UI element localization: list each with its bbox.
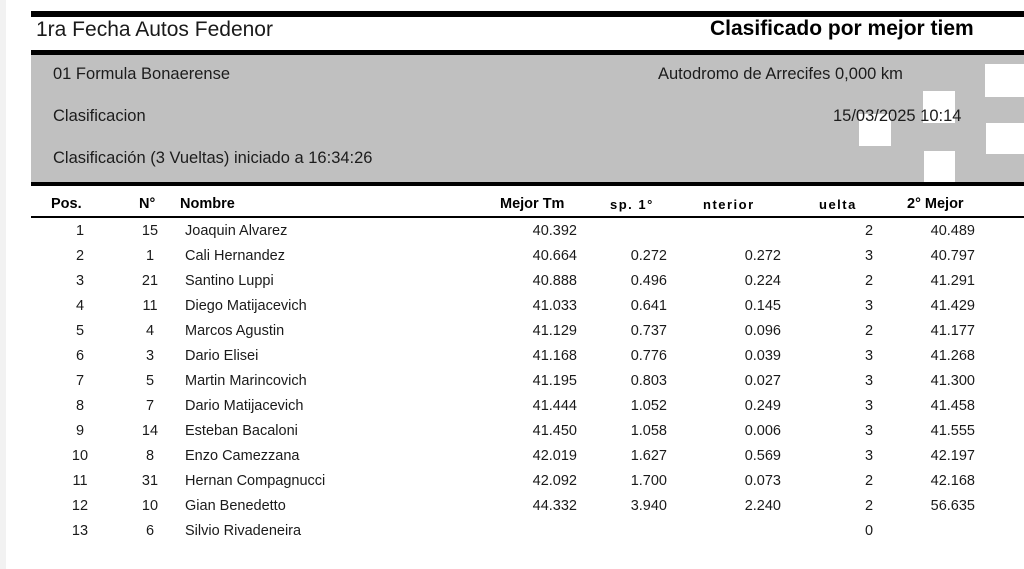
cell-pos: 3 xyxy=(75,273,85,289)
col-header-diff-previous: nterior xyxy=(703,197,755,212)
cell-lap: 2 xyxy=(864,273,874,289)
cell-diff-previous: 0.096 xyxy=(744,323,781,339)
cell-diff-previous: 2.240 xyxy=(744,498,781,514)
cell-best-time: 42.092 xyxy=(532,473,577,489)
cell-diff-first: 0.803 xyxy=(630,373,667,389)
cell-number: 8 xyxy=(145,448,155,464)
table-row xyxy=(0,269,1024,294)
table-row xyxy=(0,419,1024,444)
checkered-flag-square xyxy=(985,64,1024,97)
cell-name: Gian Benedetto xyxy=(185,498,286,514)
cell-name: Dario Elisei xyxy=(185,348,259,364)
cell-second-best: 56.635 xyxy=(930,498,975,514)
cell-lap: 3 xyxy=(864,423,874,439)
col-header-pos: Pos. xyxy=(51,196,82,212)
cell-second-best: 42.168 xyxy=(930,473,975,489)
table-row xyxy=(0,244,1024,269)
cell-second-best: 41.555 xyxy=(930,423,975,439)
cell-best-time: 41.129 xyxy=(532,323,577,339)
cell-diff-previous: 0.145 xyxy=(744,298,781,314)
cell-diff-first: 1.052 xyxy=(630,398,667,414)
cell-number: 31 xyxy=(141,473,159,489)
cell-diff-first: 1.058 xyxy=(630,423,667,439)
cell-best-time: 41.168 xyxy=(532,348,577,364)
cell-diff-previous: 0.073 xyxy=(744,473,781,489)
cell-name: Hernan Compagnucci xyxy=(185,473,326,489)
cell-number: 3 xyxy=(145,348,155,364)
cell-diff-first: 1.627 xyxy=(630,448,667,464)
cell-best-time: 41.450 xyxy=(532,423,577,439)
cell-name: Enzo Camezzana xyxy=(185,448,300,464)
col-header-number: N° xyxy=(139,196,156,212)
table-row xyxy=(0,219,1024,244)
cell-lap: 3 xyxy=(864,373,874,389)
cell-best-time: 40.664 xyxy=(532,248,577,264)
cell-diff-first: 0.272 xyxy=(630,248,667,264)
cell-name: Diego Matijacevich xyxy=(185,298,307,314)
cell-second-best: 42.197 xyxy=(930,448,975,464)
cell-lap: 3 xyxy=(864,248,874,264)
cell-pos: 11 xyxy=(72,473,88,489)
cell-pos: 13 xyxy=(71,523,89,539)
cell-pos: 4 xyxy=(75,298,85,314)
cell-name: Martin Marincovich xyxy=(185,373,307,389)
table-row xyxy=(0,494,1024,519)
cell-lap: 3 xyxy=(864,348,874,364)
checkered-flag-square xyxy=(924,151,955,182)
cell-second-best: 41.268 xyxy=(930,348,975,364)
cell-diff-previous: 0.272 xyxy=(744,248,781,264)
cell-best-time: 40.888 xyxy=(532,273,577,289)
cell-lap: 3 xyxy=(864,448,874,464)
cell-pos: 8 xyxy=(75,398,85,414)
cell-name: Esteban Bacaloni xyxy=(185,423,298,439)
cell-diff-previous: 0.569 xyxy=(744,448,781,464)
venue-label: Autodromo de Arrecifes 0,000 km xyxy=(658,65,903,83)
table-row xyxy=(0,369,1024,394)
cell-pos: 2 xyxy=(75,248,85,264)
cell-diff-previous: 0.249 xyxy=(744,398,781,414)
cell-diff-first: 0.496 xyxy=(630,273,667,289)
cell-name: Dario Matijacevich xyxy=(185,398,304,414)
table-row xyxy=(0,319,1024,344)
sort-title: Clasificado por mejor tiem xyxy=(710,17,974,40)
col-header-lap: uelta xyxy=(819,197,857,212)
cell-pos: 5 xyxy=(75,323,85,339)
cell-diff-previous: 0.006 xyxy=(744,423,781,439)
cell-pos: 6 xyxy=(75,348,85,364)
cell-diff-previous: 0.224 xyxy=(744,273,781,289)
cell-diff-first: 3.940 xyxy=(630,498,667,514)
cell-best-time: 44.332 xyxy=(532,498,577,514)
cell-second-best: 41.429 xyxy=(930,298,975,314)
cell-diff-first: 0.641 xyxy=(630,298,667,314)
panel-bottom-rule xyxy=(31,182,1024,186)
table-row xyxy=(0,444,1024,469)
cell-name: Santino Luppi xyxy=(185,273,274,289)
cell-pos: 9 xyxy=(75,423,85,439)
cell-lap: 3 xyxy=(864,298,874,314)
col-header-second-best: 2° Mejor xyxy=(907,196,964,212)
table-row xyxy=(0,294,1024,319)
col-header-name: Nombre xyxy=(180,196,235,212)
cell-best-time: 41.444 xyxy=(532,398,577,414)
cell-number: 21 xyxy=(141,273,159,289)
results-table xyxy=(0,219,1024,544)
cell-number: 7 xyxy=(145,398,155,414)
cell-lap: 0 xyxy=(864,523,874,539)
cell-number: 10 xyxy=(141,498,159,514)
cell-lap: 2 xyxy=(864,323,874,339)
cell-lap: 2 xyxy=(864,223,874,239)
table-row xyxy=(0,469,1024,494)
cell-second-best: 40.489 xyxy=(930,223,975,239)
cell-diff-previous: 0.027 xyxy=(744,373,781,389)
cell-number: 14 xyxy=(141,423,159,439)
session-datetime: 15/03/2025 10:14 xyxy=(833,107,962,125)
cell-name: Silvio Rivadeneira xyxy=(185,523,302,539)
cell-best-time: 41.033 xyxy=(532,298,577,314)
table-header-rule xyxy=(31,216,1024,218)
cell-pos: 1 xyxy=(75,223,85,239)
cell-name: Marcos Agustin xyxy=(185,323,285,339)
session-name: Clasificacion xyxy=(53,107,146,125)
cell-number: 5 xyxy=(145,373,155,389)
table-row xyxy=(0,344,1024,369)
cell-best-time: 42.019 xyxy=(532,448,577,464)
cell-second-best: 40.797 xyxy=(930,248,975,264)
cell-lap: 2 xyxy=(864,473,874,489)
cell-diff-first: 0.776 xyxy=(630,348,667,364)
cell-pos: 10 xyxy=(71,448,89,464)
cell-second-best: 41.300 xyxy=(930,373,975,389)
cell-second-best: 41.177 xyxy=(930,323,975,339)
col-header-best-time: Mejor Tm xyxy=(500,196,565,212)
cell-lap: 2 xyxy=(864,498,874,514)
cell-best-time: 40.392 xyxy=(532,223,577,239)
cell-second-best: 41.458 xyxy=(930,398,975,414)
session-info-panel xyxy=(31,55,1024,182)
category-label: 01 Formula Bonaerense xyxy=(53,65,231,83)
session-detail: Clasificación (3 Vueltas) iniciado a 16:34:26 xyxy=(53,149,373,167)
cell-diff-previous: 0.039 xyxy=(744,348,781,364)
cell-pos: 12 xyxy=(71,498,89,514)
checkered-flag-square xyxy=(986,123,1024,154)
cell-second-best: 41.291 xyxy=(930,273,975,289)
cell-diff-first: 0.737 xyxy=(630,323,667,339)
col-header-diff-first: sp. 1° xyxy=(610,197,654,212)
cell-number: 6 xyxy=(145,523,155,539)
cell-lap: 3 xyxy=(864,398,874,414)
table-row xyxy=(0,519,1024,544)
cell-number: 11 xyxy=(142,298,158,314)
cell-name: Joaquin Alvarez xyxy=(185,223,288,239)
event-title: 1ra Fecha Autos Fedenor xyxy=(36,18,273,41)
cell-diff-first: 1.700 xyxy=(630,473,667,489)
cell-number: 15 xyxy=(141,223,159,239)
cell-best-time: 41.195 xyxy=(532,373,577,389)
cell-number: 4 xyxy=(145,323,155,339)
table-row xyxy=(0,394,1024,419)
cell-name: Cali Hernandez xyxy=(185,248,285,264)
cell-pos: 7 xyxy=(75,373,85,389)
cell-number: 1 xyxy=(145,248,155,264)
